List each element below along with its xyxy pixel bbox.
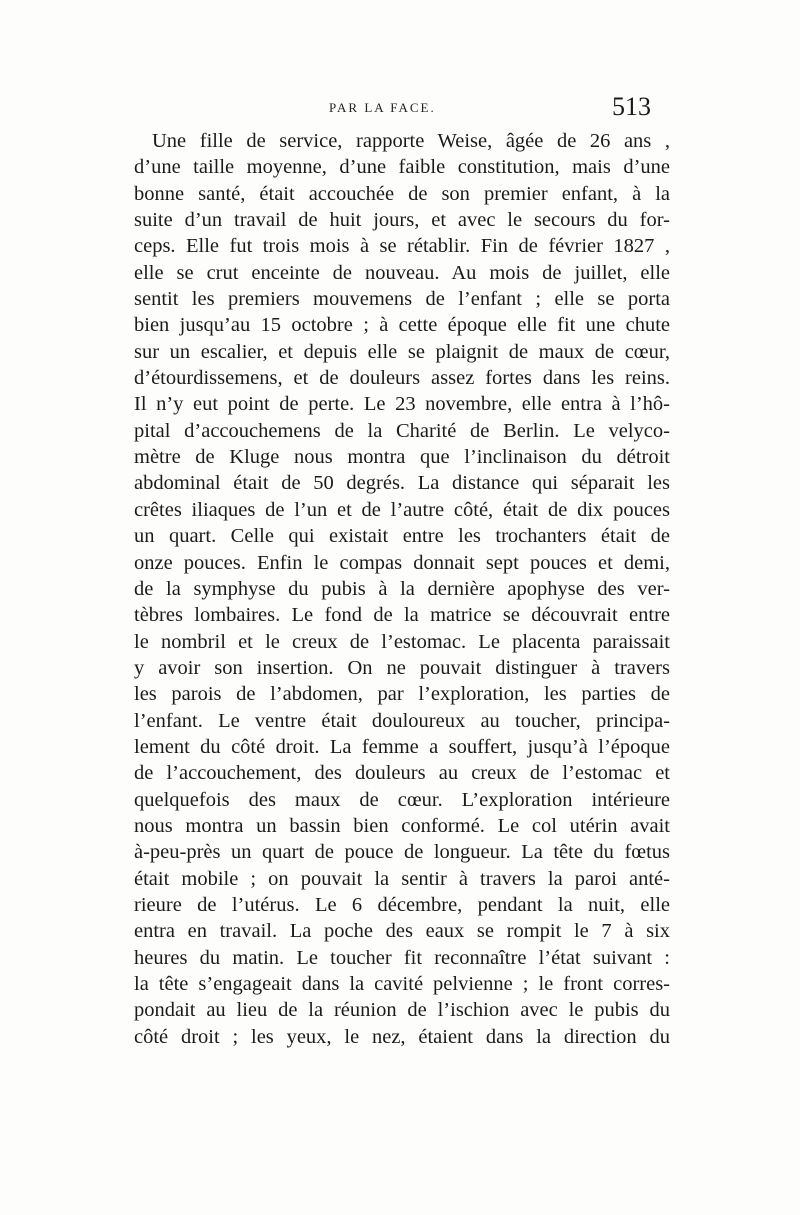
text-line: tèbres lombaires. Le fond de la matrice se découvrait entre [134, 604, 670, 627]
text-line: suite d’un travail de huit jours, et avec le secours du for- [134, 209, 670, 232]
text-line: d’étourdissemens, et de douleurs assez fortes dans les reins. [134, 367, 670, 390]
text-line: la tête s’engageait dans la cavité pelvienne ; le front corres- [134, 973, 670, 995]
text-line: pital d’accouchemens de la Charité de Berlin. Le velyco- [134, 419, 670, 442]
text-line: nous montra un bassin bien conformé. Le col utérin avait [134, 814, 670, 837]
text-line: Une fille de service, rapporte Weise, âgée de 26 ans , [152, 130, 670, 152]
text-line: le nombril et le creux de l’estomac. Le placenta paraissait [134, 630, 670, 653]
text-line: y avoir son insertion. On ne pouvait distinguer à travers [134, 656, 670, 679]
text-line: de l’accouchement, des douleurs au creux de l’estomac et [134, 762, 670, 785]
text-line: l’enfant. Le ventre était douloureux au toucher, principa- [134, 709, 670, 732]
text-line: sur un escalier, et depuis elle se plaignit de maux de cœur, [134, 340, 670, 363]
running-head [0, 92, 800, 126]
running-title: PAR LA FACE. [329, 100, 436, 115]
text-line: d’une taille moyenne, d’une faible constitution, mais d’une [134, 156, 670, 179]
text-line: les parois de l’abdomen, par l’exploration, les parties de [134, 683, 670, 706]
text-line: crêtes iliaques de l’un et de l’autre côté, était de dix pouces [134, 498, 670, 521]
text-line: bonne santé, était accouchée de son premier enfant, à la [134, 182, 670, 205]
text-line: mètre de Kluge nous montra que l’inclinaison du détroit [134, 446, 670, 469]
text-line: de la symphyse du pubis à la dernière apophyse des ver- [134, 577, 670, 600]
text-line: bien jusqu’au 15 octobre ; à cette époque elle fit une chute [134, 314, 670, 337]
text-line: lement du côté droit. La femme a souffert, jusqu’à l’époque [134, 735, 670, 758]
text-line: rieure de l’utérus. Le 6 décembre, pendant la nuit, elle [134, 893, 670, 916]
text-line: côté droit ; les yeux, le nez, étaient dans la direction du [134, 1025, 670, 1048]
text-line: entra en travail. La poche des eaux se rompit le 7 à six [134, 920, 670, 943]
text-line: Il n’y eut point de perte. Le 23 novembre, elle entra à l’hô- [134, 393, 670, 416]
text-line: ceps. Elle fut trois mois à se rétablir. Fin de février 1827 , [134, 235, 670, 258]
text-line: onze pouces. Enfin le compas donnait sept pouces et demi, [134, 551, 670, 574]
body-text [134, 128, 670, 1050]
page-number: 513 [612, 92, 651, 121]
text-line: un quart. Celle qui existait entre les trochanters était de [134, 525, 670, 548]
text-line: quelquefois des maux de cœur. L’exploration intérieure [134, 788, 670, 811]
text-line: à-peu-près un quart de pouce de longueur. La tête du fœtus [134, 841, 670, 864]
text-line: pondait au lieu de la réunion de l’ischion avec le pubis du [134, 999, 670, 1022]
text-line: était mobile ; on pouvait la sentir à travers la paroi anté- [134, 867, 670, 890]
text-line: abdominal était de 50 degrés. La distance qui séparait les [134, 472, 670, 495]
text-line: sentit les premiers mouvemens de l’enfant ; elle se porta [134, 288, 670, 311]
text-line: heures du matin. Le toucher fit reconnaître l’état suivant : [134, 946, 670, 969]
text-line: elle se crut enceinte de nouveau. Au mois de juillet, elle [134, 261, 670, 284]
